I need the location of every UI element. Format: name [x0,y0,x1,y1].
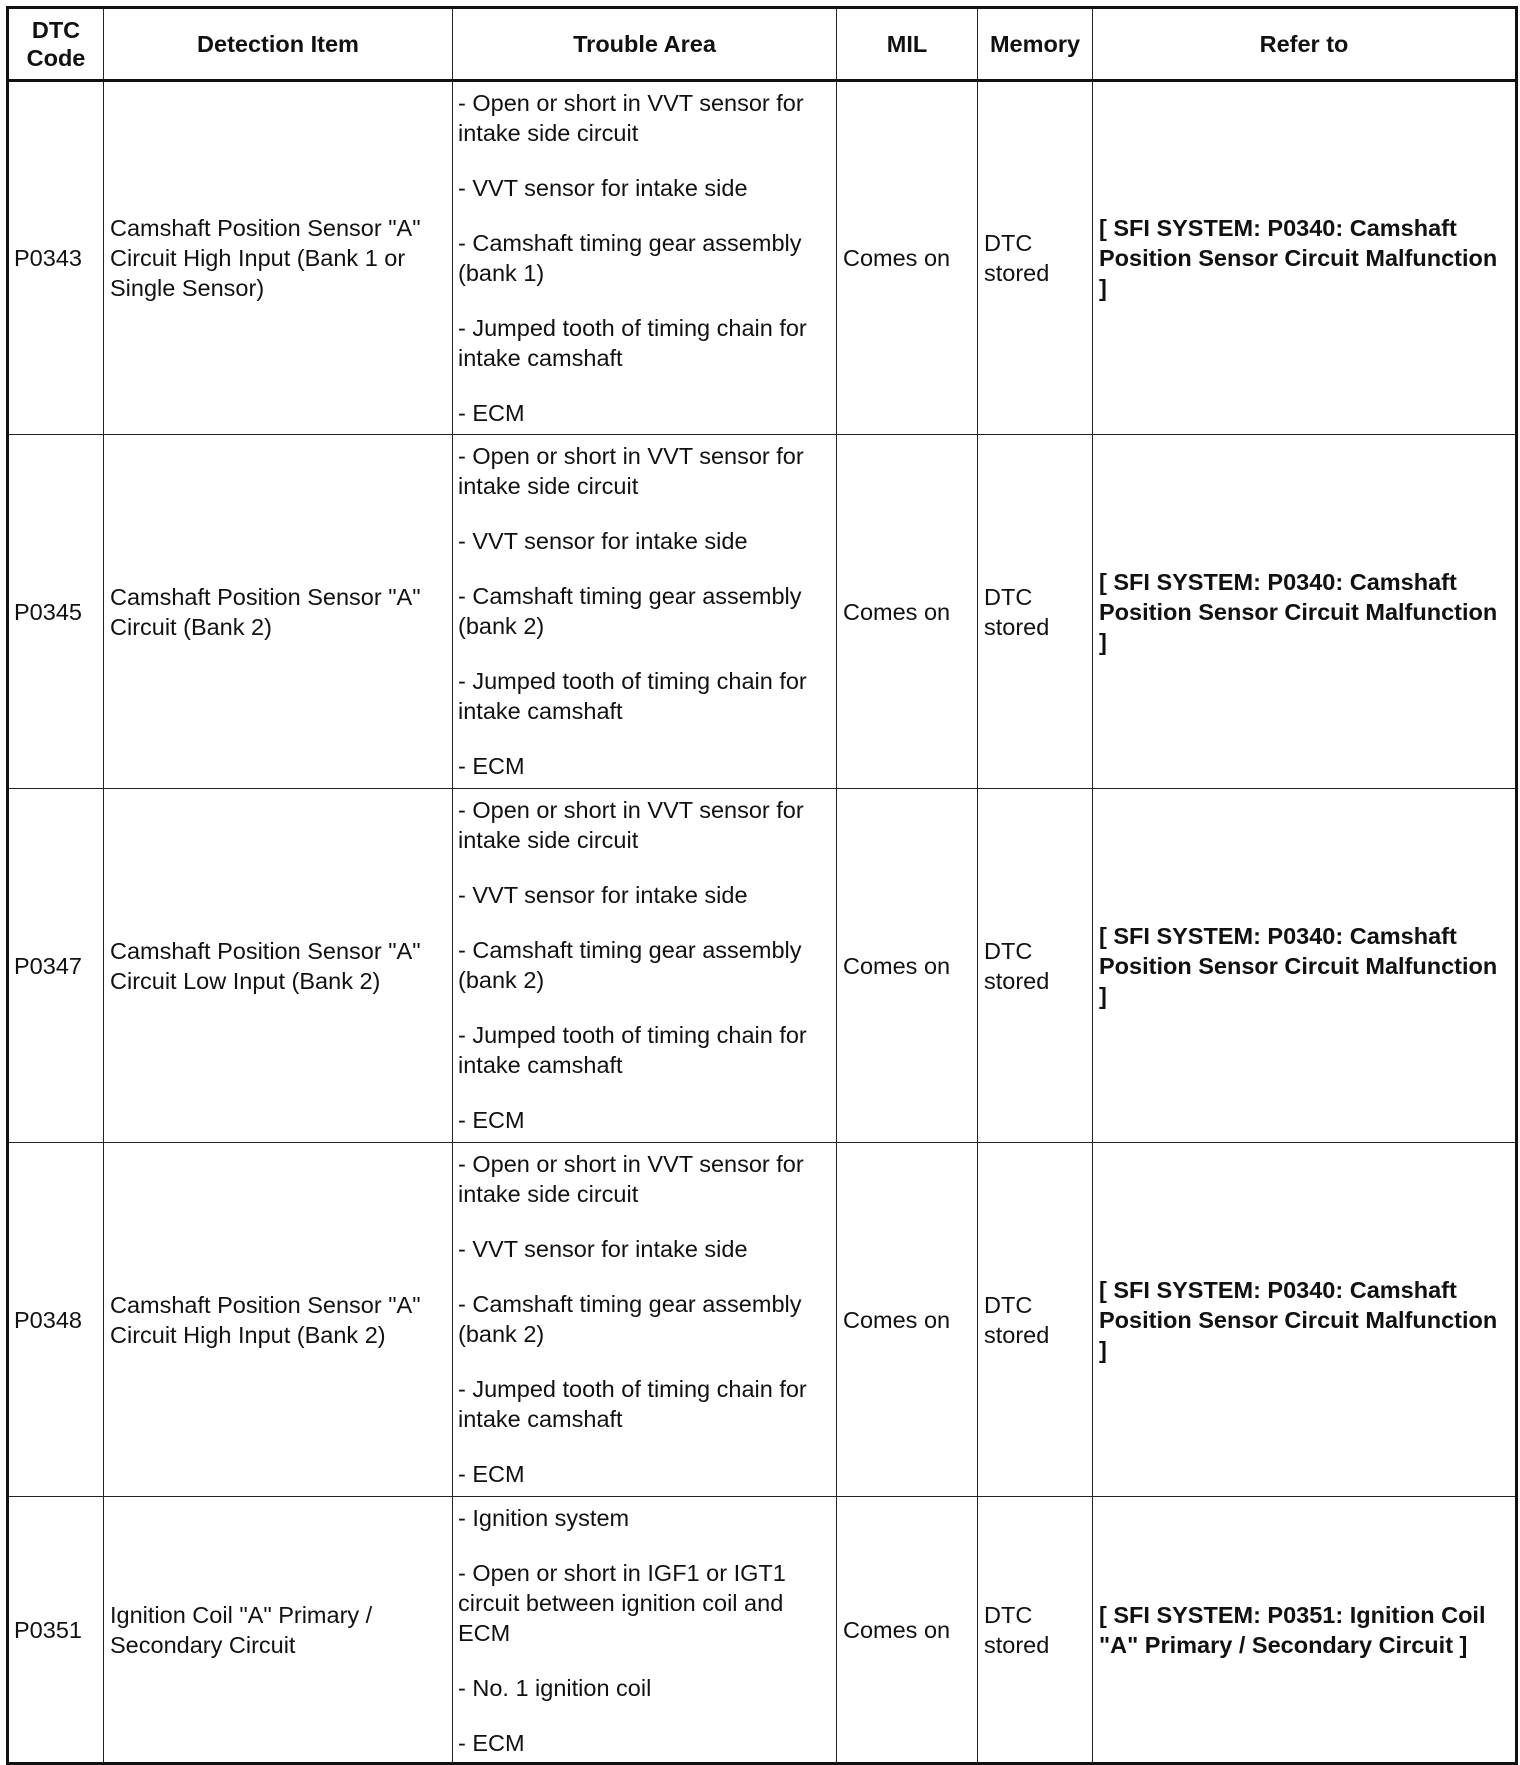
refer-to-link[interactable]: [ SFI SYSTEM: P0340: Camshaft Position Sensor Circuit Malfunction ] [1093,435,1517,789]
trouble-item: - Jumped tooth of timing chain for intake camshaft [458,1376,807,1432]
trouble-area [453,1497,837,1764]
trouble-list [458,441,830,781]
trouble-item: - Ignition system [458,1505,630,1531]
header-trouble-area: Trouble Area [453,8,837,81]
trouble-item: - Open or short in VVT sensor for intake side circuit [458,443,804,499]
trouble-item: - Open or short in IGF1 or IGT1 circuit between ignition coil and ECM [458,1560,786,1646]
trouble-item: - ECM [458,753,525,779]
trouble-item: - Jumped tooth of timing chain for intake camshaft [458,668,807,724]
dtc-code: P0345 [8,435,104,789]
dtc-table [6,6,1518,1765]
trouble-item: - VVT sensor for intake side [458,175,748,201]
trouble-item: - Open or short in VVT sensor for intake side circuit [458,797,804,853]
header-dtc-code: DTC Code [8,8,104,81]
table-row [8,1497,1517,1764]
trouble-item: - ECM [458,1107,525,1133]
trouble-item: - ECM [458,1730,525,1756]
memory-status: DTC stored [978,1143,1093,1497]
table-row [8,435,1517,789]
refer-to-link[interactable]: [ SFI SYSTEM: P0340: Camshaft Position Sensor Circuit Malfunction ] [1093,1143,1517,1497]
trouble-list [458,88,830,428]
detection-item: Ignition Coil "A" Primary / Secondary Circuit [104,1497,453,1764]
dtc-code: P0347 [8,789,104,1143]
header-detection-item: Detection Item [104,8,453,81]
table-row [8,789,1517,1143]
trouble-item: - Open or short in VVT sensor for intake side circuit [458,1151,804,1207]
mil-status: Comes on [837,1497,978,1764]
mil-status: Comes on [837,81,978,435]
trouble-area [453,1143,837,1497]
trouble-item: - No. 1 ignition coil [458,1675,652,1701]
refer-to-link[interactable]: [ SFI SYSTEM: P0340: Camshaft Position Sensor Circuit Malfunction ] [1093,789,1517,1143]
trouble-item: - Camshaft timing gear assembly (bank 2) [458,583,802,639]
dtc-code: P0343 [8,81,104,435]
header-row [8,8,1517,81]
mil-status: Comes on [837,435,978,789]
mil-status: Comes on [837,789,978,1143]
table-row [8,81,1517,435]
detection-item: Camshaft Position Sensor "A" Circuit High Input (Bank 1 or Single Sensor) [104,81,453,435]
trouble-item: - ECM [458,1461,525,1487]
trouble-item: - VVT sensor for intake side [458,1236,748,1262]
refer-to-link[interactable]: [ SFI SYSTEM: P0340: Camshaft Position Sensor Circuit Malfunction ] [1093,81,1517,435]
memory-status: DTC stored [978,435,1093,789]
header-refer-to: Refer to [1093,8,1517,81]
trouble-area [453,789,837,1143]
trouble-list [458,1149,830,1489]
memory-status: DTC stored [978,81,1093,435]
trouble-area [453,435,837,789]
trouble-item: - Open or short in VVT sensor for intake side circuit [458,90,804,146]
dtc-code: P0348 [8,1143,104,1497]
trouble-list [458,795,830,1135]
refer-to-link[interactable]: [ SFI SYSTEM: P0351: Ignition Coil "A" Primary / Secondary Circuit ] [1093,1497,1517,1764]
header-mil: MIL [837,8,978,81]
mil-status: Comes on [837,1143,978,1497]
memory-status: DTC stored [978,789,1093,1143]
trouble-area [453,81,837,435]
trouble-item: - Jumped tooth of timing chain for intake camshaft [458,1022,807,1078]
trouble-list [458,1503,830,1758]
trouble-item: - Camshaft timing gear assembly (bank 2) [458,1291,802,1347]
trouble-item: - Camshaft timing gear assembly (bank 2) [458,937,802,993]
detection-item: Camshaft Position Sensor "A" Circuit Low Input (Bank 2) [104,789,453,1143]
trouble-item: - Jumped tooth of timing chain for intake camshaft [458,315,807,371]
header-memory: Memory [978,8,1093,81]
detection-item: Camshaft Position Sensor "A" Circuit High Input (Bank 2) [104,1143,453,1497]
dtc-code: P0351 [8,1497,104,1764]
trouble-item: - ECM [458,400,525,426]
detection-item: Camshaft Position Sensor "A" Circuit (Bank 2) [104,435,453,789]
trouble-item: - Camshaft timing gear assembly (bank 1) [458,230,802,286]
table-row [8,1143,1517,1497]
memory-status: DTC stored [978,1497,1093,1764]
trouble-item: - VVT sensor for intake side [458,528,748,554]
trouble-item: - VVT sensor for intake side [458,882,748,908]
